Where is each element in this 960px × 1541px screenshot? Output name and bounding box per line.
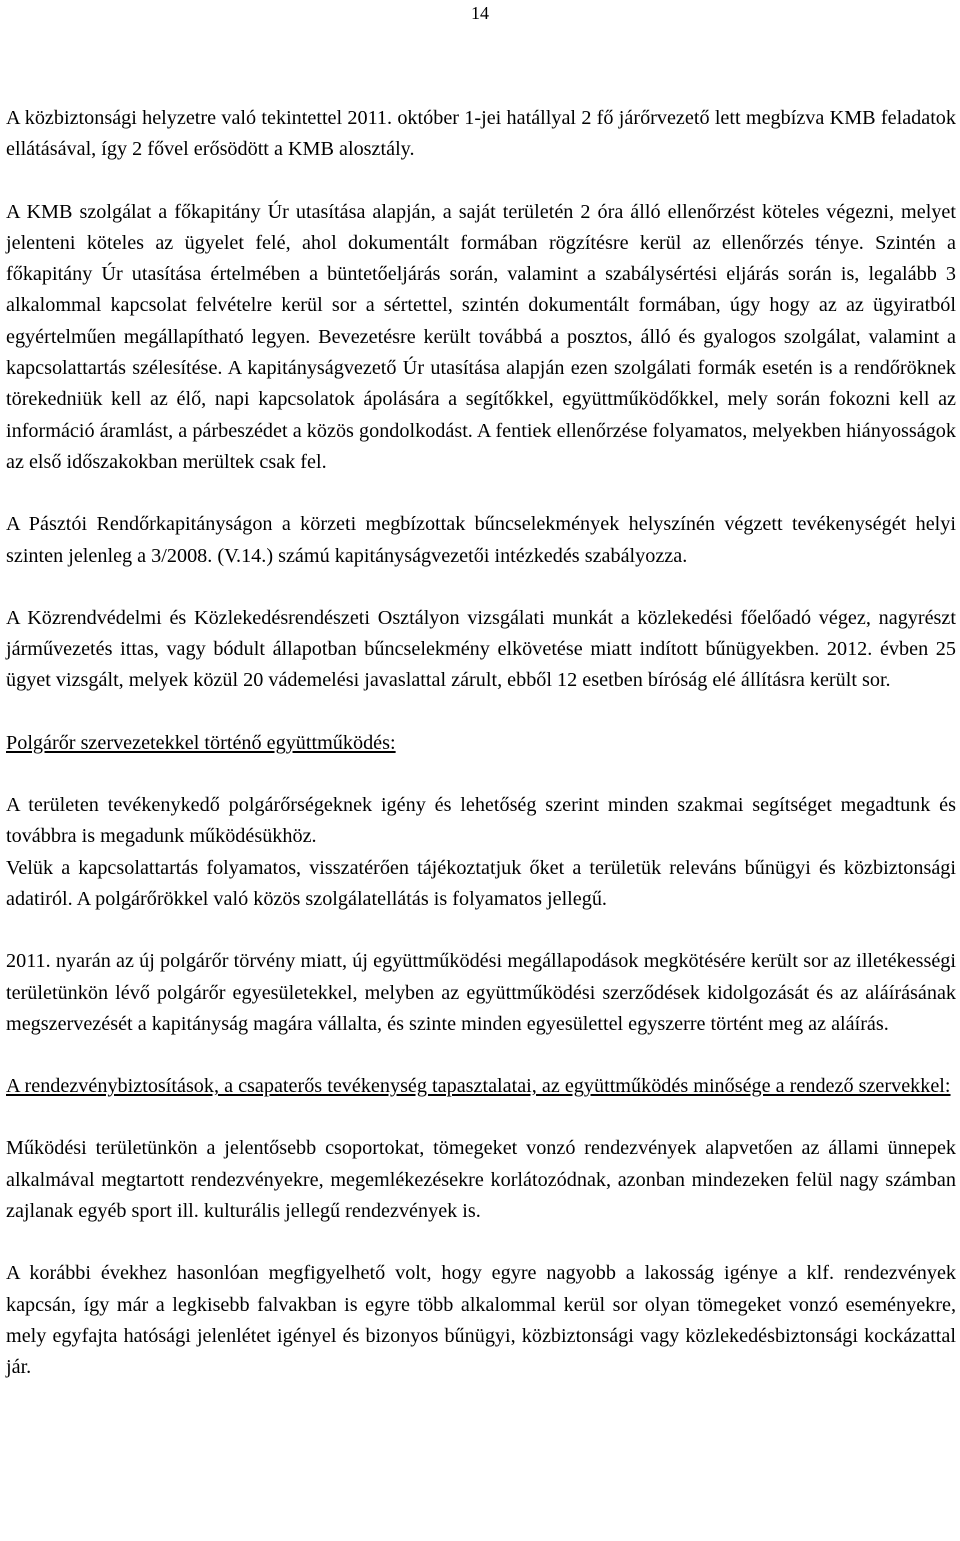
paragraph-civil-guard-law: 2011. nyarán az új polgárőr törvény miatt, új együttműködési megállapodások megkötésére került sor az illetékességi területünkön lévő polgárőr egyesületekkel, melyben az együttműködési szerződések kidolgozását és az aláírásának megszervezését a kapitányság magára vállalta, és szinte minden egyesülettel egyszerre történt meg az aláírás.	[6, 950, 956, 1035]
paragraph-pasztoi-regulation: A Pásztói Rendőrkapitányságon a körzeti megbízottak bűncselekmények helyszínén végzett tevékenységét helyi szinten jelenleg a 3/2008. (V.14.) számú kapitányságvezetői intézkedés szabályozza.	[6, 513, 956, 567]
paragraph-civil-guard-support: A területen tevékenykedő polgárőrségeknek igény és lehetőség szerint minden szakmai segítséget megadtunk és továbbra is megadunk működésükhöz.	[6, 794, 956, 848]
paragraph-traffic-investigation: A Közrendvédelmi és Közlekedésrendészeti Osztályon vizsgálati munkát a közlekedési főelőadó végez, nagyrészt járművezetés ittas, vagy bódult állapotban bűncselekmény elkövetése miatt indított bűnügyekben. 2012. évben 25 ügyet vizsgált, melyek közül 20 vádemelési javaslattal zárult, ebből 12 esetben bíróság elé állításra került sor.	[6, 606, 956, 692]
section-heading-event-security: A rendezvénybiztosítások, a csapaterős tevékenység tapasztalatai, az együttműködés minősége a rendező szervekkel:	[6, 1075, 951, 1098]
paragraph-events-overview: Működési területünkön a jelentősebb csoportokat, tömegeket vonzó rendezvények alapvetően az állami ünnepek alkalmával megtartott rendezvényekre, megemlékezésekre korlátozódnak, azonban mindezeken felül nagy számban zajlanak egyéb sport ill. kulturális jellegű rendezvények is.	[6, 1137, 956, 1223]
page-number: 14	[471, 3, 489, 23]
section-heading-civil-guard: Polgárőr szervezetekkel történő együttműködés:	[6, 731, 396, 754]
paragraph-kmb-service: A KMB szolgálat a főkapitány Úr utasítása alapján, a saját területén 2 óra álló ellenőrzést köteles végezni, melyet jelenteni köteles az ügyelet felé, ahol dokumentált formában rögzítésre kerül az ellenőrzés ténye. Szintén a főkapitány Úr utasítása értelmében a büntetőeljárás során, valamint a szabálysértési eljárás során is, legalább 3 alkalommal kapcsolat felvételre kerül sor a sértettel, szintén dokumentált formában, úgy hogy az az ügyiratból egyértelműen megállapítható legyen. Bevezetésre került továbbá a posztos, álló és gyalogos szolgálat, valamint a kapcsolattartás szélesítése. A kapitányságvezető Úr utasítása alapján ezen szolgálati formák esetén is a rendőröknek törekedniük kell az élő, napi kapcsolatok ápolására a segítőkkel, együttműködőkkel, mely során fokozni kell az információ áramlást, a párbeszédet a közös gondolkodást. A fentiek ellenőrzése folyamatos, melyekben hiányosságok az első időszakokban merültek csak fel.	[6, 200, 956, 473]
paragraph-events-demand: A korábbi évekhez hasonlóan megfigyelhető volt, hogy egyre nagyobb a lakosság igénye a klf. rendezvények kapcsán, így már a legkisebb falvakban is egyre több alkalommal kerül sor olyan tömegeket vonzó eseményekre, mely egyfajta hatósági jelenlétet igényel és bizonyos bűnügyi, közbiztonsági vagy közlekedésbiztonsági kockázattal jár.	[6, 1262, 956, 1379]
document-body	[6, 103, 956, 1384]
paragraph-kmb-staffing: A közbiztonsági helyzetre való tekintettel 2011. október 1-jei hatállyal 2 fő járőrvezető lett megbízva KMB feladatok ellátásával, így 2 fővel erősödött a KMB alosztály.	[6, 107, 956, 161]
paragraph-civil-guard-contact: Velük a kapcsolattartás folyamatos, visszatérően tájékoztatjuk őket a területük releváns bűnügyi és közbiztonsági adatiról. A polgárőrökkel való közös szolgálatellátás is folyamatos jellegű.	[6, 856, 956, 910]
